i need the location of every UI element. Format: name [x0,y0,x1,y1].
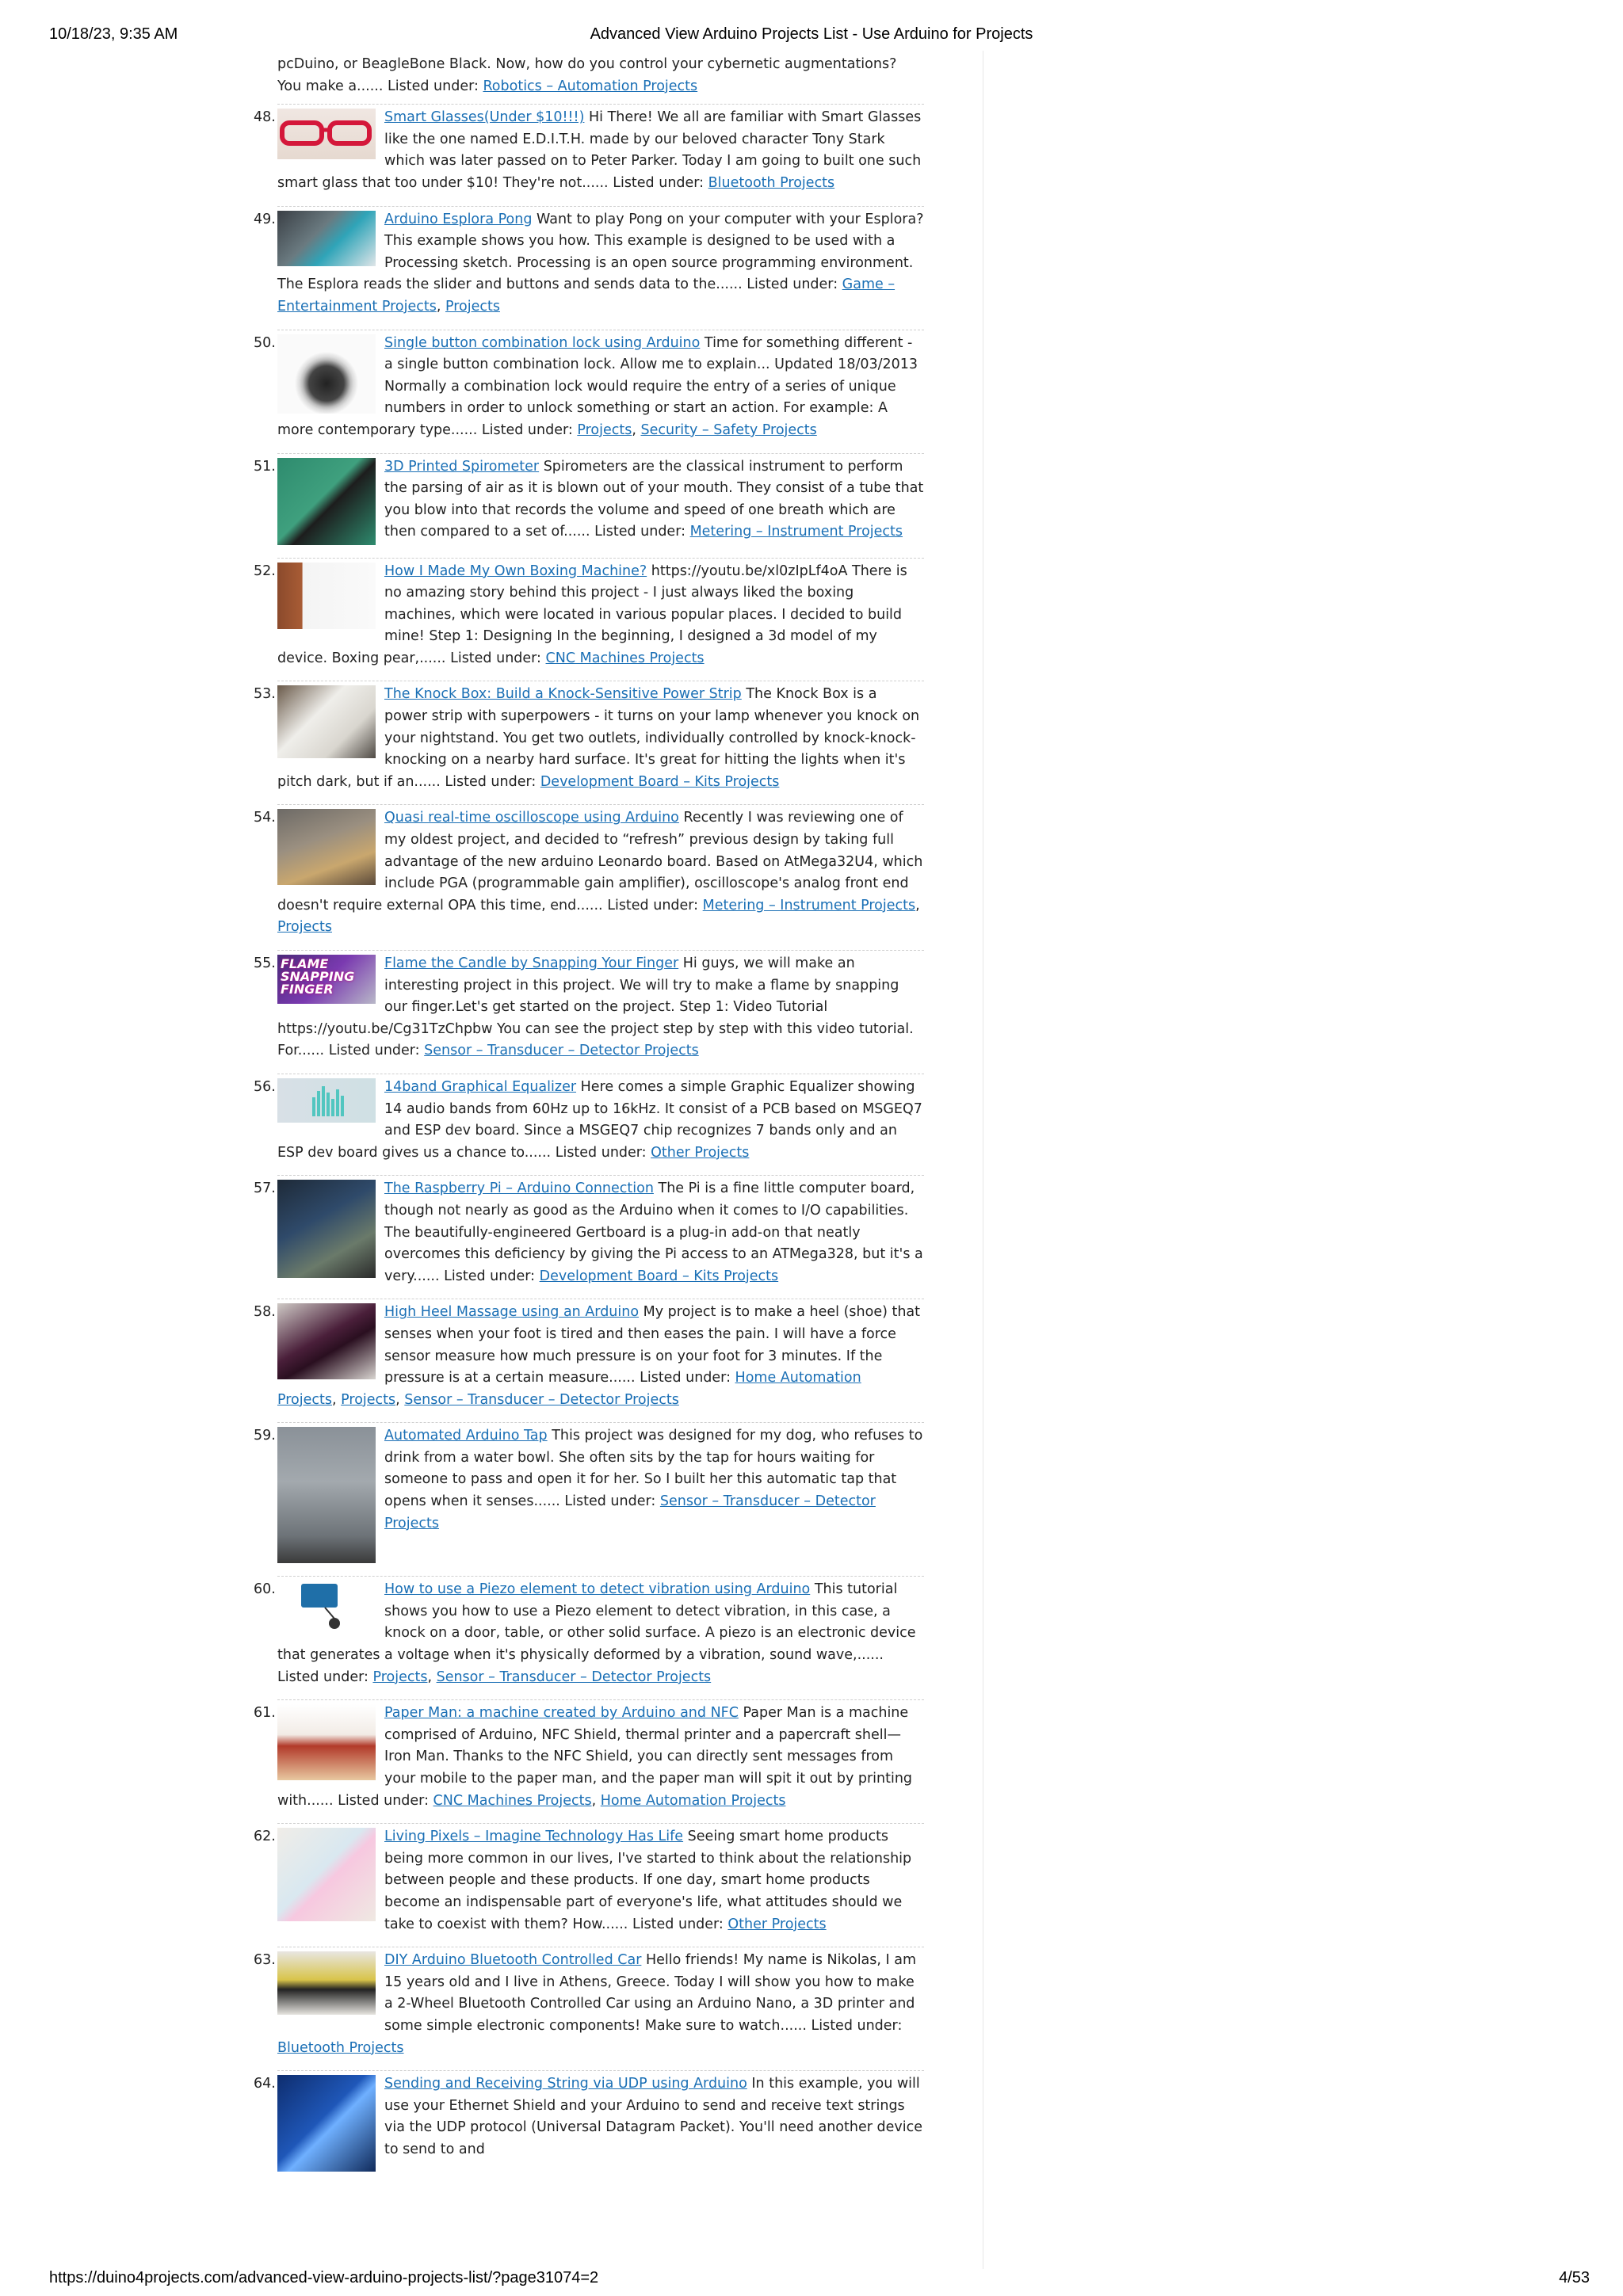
listed-under-label: Listed under: [450,650,541,666]
project-description: Paper Man is a machine comprised of Arduino, NFC Shield, thermal printer and a papercraft shell—Iron Man. Thanks to the NFC Shield, you can directly sent messages from your mobile to the paper man, and the paper man will spit it out by printing with...... [277,1705,913,1809]
list-item [254,104,924,205]
category-link[interactable]: Security – Safety Projects [640,421,817,438]
project-description: This tutorial shows you how to use a Piezo element to detect vibration, in this case, a knock on a door, table, or other solid surface. A piezo is an electronic device that generates a voltage when it's physically deformed by a vibration, sound wave,...... [277,1581,916,1664]
category-link[interactable]: Other Projects [651,1144,750,1161]
category-link[interactable]: Game – Entertainment Projects [277,277,896,315]
project-title-link[interactable]: Arduino Esplora Pong [384,211,533,227]
ethernet-shield-image[interactable] [277,2075,376,2172]
flame-snapping-finger-image[interactable] [277,955,376,1004]
item-number: 54. [254,810,276,826]
project-title-link[interactable]: The Raspberry Pi – Arduino Connection [384,1180,654,1197]
category-link[interactable]: Sensor – Transducer – Detector Projects [404,1391,679,1408]
project-list [254,54,924,2184]
project-description: Hi guys, we will make an interesting project in this project. We will try to make a flame by snapping our finger.Let's get started on the project. Step 1: Video Tutorial https://youtu.be/Cg31TzChpbw You can see the project step by step with this video tutorial. For...... [277,955,914,1059]
item-number: 56. [254,1078,276,1095]
project-description: Time for something different - a single button combination lock. Allow me to explain... Updated 18/03/2013 Normally a combination lock would require the entry of a series of unique numbers in order to unlock something or start an action. For example: A more contemporary type...... [277,334,918,438]
piezo-arduino-image[interactable] [277,1581,376,1633]
high-heel-image[interactable] [277,1303,376,1379]
project-description: The Pi is a fine little computer board, though not nearly as good as the Arduino when it comes to I/O capabilities. The beautifully-engineered Gertboard is a plug-in add-on that neatly overcomes this deficiency by giving the Pi access to an ATMega328, but it's a very...... [384,1180,923,1284]
print-page-title: Advanced View Arduino Projects List - Use Arduino for Projects [590,25,1033,43]
list-item [254,950,924,1074]
item-number: 60. [254,1581,276,1598]
listed-under-label: Listed under: [444,1268,536,1284]
project-description: https://youtu.be/xl0zIpLf4oA There is no amazing story behind this project - I just always liked the boxing machines, which were located in various popular places. I decided to build mine! Step 1: Designing In the beginning, I designed a 3d model of my device. Boxing pear,...... [277,563,907,666]
list-item: 60. How to use a Piezo element to detect vibration using Arduino This tutorial shows you how to use a Piezo element to detect vibration, in this case, a knock on a door, table, or other solid surface. A piezo is an electronic device that generates a voltage when it's physically deformed by a vibration, sound wave,...... Listed under: Projects, Sensor – Transducer – Detector Projects [277,1576,924,1699]
project-title-link[interactable]: High Heel Massage using an Arduino [384,1304,640,1321]
paper-man-image[interactable] [277,1704,376,1780]
project-description: Recently I was reviewing one of my oldest project, and decided to “refresh” previous design by taking full advantage of the new arduino Leonardo board. Based on AtMega32U4, which include PGA (programmable gain amplifier), oscilloscope's analog front end doesn't require external OPA this time, end...... [277,810,923,913]
category-link[interactable]: CNC Machines Projects [433,1792,592,1809]
listed-under-label: Listed under: [594,524,685,540]
item-number: 50. [254,334,276,351]
category-link[interactable]: Projects [577,421,632,438]
knock-box-image[interactable] [277,685,376,758]
project-title-link[interactable]: How I Made My Own Boxing Machine? [384,563,647,579]
project-title-link[interactable]: Quasi real-time oscilloscope using Arduino [384,810,679,826]
item-number: 58. [254,1304,276,1321]
raspberry-pi-image[interactable] [277,1180,376,1278]
list-item [254,1947,924,2070]
category-link[interactable]: Home Automation Projects [600,1792,786,1809]
category-link[interactable]: Projects [277,919,332,936]
project-title-link[interactable]: How to use a Piezo element to detect vibration using Arduino [384,1581,811,1598]
item-number: 63. [254,1952,276,1969]
intro-text: pcDuino, or BeagleBone Black. Now, how do you control your cybernetic augmentations? You make a...... Listed under: [277,56,897,94]
listed-under-label: Listed under: [481,421,573,438]
item-number: 62. [254,1829,276,1845]
category-link[interactable]: Projects [372,1669,428,1685]
project-title-link[interactable]: 14band Graphical Equalizer [384,1078,577,1095]
category-link[interactable]: Development Board – Kits Projects [540,773,780,790]
project-description: This project was designed for my dog, who refuses to drink from a water bowl. She often sits by the tap for hours waiting for someone to pass and open it for her. So I built her this automatic tap that opens when it senses...... [384,1428,923,1510]
category-link[interactable]: Robotics – Automation Projects [483,78,698,94]
category-link[interactable]: Other Projects [727,1916,827,1932]
list-item [254,2070,924,2184]
intro-paragraph [277,54,924,97]
list-item [254,558,924,681]
item-number: 51. [254,458,276,475]
category-link[interactable]: CNC Machines Projects [545,650,705,666]
boxing-machine-image[interactable] [277,563,376,629]
water-tap-image[interactable] [277,1427,376,1563]
spirometer-image[interactable] [277,458,376,545]
listed-under-label: Listed under: [328,1043,420,1059]
listed-under-label: Listed under: [564,1493,656,1510]
project-title-link[interactable]: The Knock Box: Build a Knock-Sensitive Power Strip [384,686,742,703]
listed-under-label: Listed under: [811,2017,903,2034]
oscilloscope-image[interactable] [277,809,376,885]
living-pixels-image[interactable] [277,1828,376,1921]
project-description: In this example, you will use your Ethernet Shield and your Arduino to send and receive text strings via the UDP protocol (Universal Datagram Packet). You'll need another device to send to and [384,2076,922,2157]
item-number: 55. [254,955,276,971]
category-link[interactable]: Projects [445,298,500,315]
project-title-link[interactable]: Automated Arduino Tap [384,1428,548,1444]
list-item [254,1074,924,1175]
print-footer [0,2269,1623,2293]
category-link[interactable]: Sensor – Transducer – Detector Projects [436,1669,712,1685]
category-link[interactable]: Home Automation Projects [277,1370,861,1408]
project-title-link[interactable]: Flame the Candle by Snapping Your Finger [384,955,679,971]
project-title-link[interactable]: Sending and Receiving String via UDP using Arduino [384,2076,747,2092]
listed-under-label: Listed under: [613,174,705,191]
list-item [254,1422,924,1576]
thumbnail-caption: FLAME SNAPPING FINGER [281,956,355,997]
list-item: 54. Quasi real-time oscilloscope using Arduino Recently I was reviewing one of my oldest project, and decided to “refresh” previous design by taking full advantage of the new arduino Leonardo board. Based on AtMega32U4, which include PGA (programmable gain amplifier), oscilloscope's analog front end doesn't require external OPA this time, end...... Listed under: Metering – Instrument Projects, Projects [277,804,924,950]
item-number: 57. [254,1180,276,1197]
listed-under-label: Listed under: [445,773,537,790]
combination-lock-image[interactable] [277,334,376,414]
list-item: 49. Arduino Esplora Pong Want to play Pong on your computer with your Esplora? This example shows you how. This example is designed to be used with a Processing sketch. Processing is an open source programming environment. The Esplora reads the slider and buttons and sends data to the...... Listed under: Game – Entertainment Projects, Projects [277,206,924,330]
category-link[interactable]: Projects [341,1391,396,1408]
list-item [254,1175,924,1299]
listed-under-label: Listed under: [607,897,699,913]
item-number: 61. [254,1705,276,1722]
print-page-number: 4/53 [1559,2269,1590,2286]
equalizer-image[interactable] [277,1078,376,1123]
project-title-link[interactable]: Single button combination lock using Arduino [384,334,701,351]
list-item: 61. Paper Man: a machine created by Arduino and NFC Paper Man is a machine comprised of Arduino, NFC Shield, thermal printer and a papercraft shell—Iron Man. Thanks to the NFC Shield, you can directly sent messages from your mobile to the paper man, and the paper man will spit it out by printing with...... Listed under: CNC Machines Projects, Home Automation Projects [277,1699,924,1823]
print-datetime: 10/18/23, 9:35 AM [49,25,178,43]
category-link[interactable]: Sensor – Transducer – Detector Projects [424,1043,699,1059]
project-title-link[interactable]: Smart Glasses(Under $10!!!) [384,109,585,126]
listed-under-label: Listed under: [632,1916,724,1932]
project-title-link[interactable]: Paper Man: a machine created by Arduino and NFC [384,1705,739,1722]
project-title-link[interactable]: 3D Printed Spirometer [384,458,540,475]
esplora-board-image[interactable] [277,211,376,266]
print-url: https://duino4projects.com/advanced-view-arduino-projects-list/?page31074=2 [49,2269,599,2286]
item-number: 48. [254,109,276,126]
project-description: Seeing smart home products being more common in our lives, I've started to think about the relationship between people and these products. If one day, smart home products become an indispensable part of everyone's life, what attitudes should we take to coexist with them? How...... [384,1829,912,1932]
category-link[interactable]: Bluetooth Projects [277,2039,404,2056]
category-link[interactable]: Metering – Instrument Projects [702,897,916,913]
item-number: 64. [254,2076,276,2092]
project-description: The Knock Box is a power strip with superpowers - it turns on your lamp whenever you knock on your nightstand. You get two outlets, individually controlled by knock-knock-knocking on a nearby hard surface. It's great for hitting the lights when it's pitch dark, but if an...... [277,686,920,790]
list-item [254,1823,924,1947]
item-number: 52. [254,563,276,579]
red-glasses-image[interactable] [277,109,376,159]
item-number: 53. [254,686,276,703]
category-link[interactable]: Sensor – Transducer – Detector Projects [384,1493,876,1531]
category-link[interactable]: Development Board – Kits Projects [539,1268,779,1284]
project-description: Hi There! We all are familiar with Smart Glasses like the one named E.D.I.T.H. made by our beloved character Tony Stark which was later passed on to Peter Parker. Today I am going to built one such smart glass that too under $10! They're not...... [277,109,922,191]
bluetooth-car-image[interactable] [277,1951,376,2015]
list-item [254,453,924,558]
item-number: 59. [254,1428,276,1444]
project-description: Hello friends! My name is Nikolas, I am 15 years old and I live in Athens, Greece. Today I will show you how to make a 2-Wheel Bluetooth Controlled Car using an Arduino Nano, a 3D printer and some simple electronic components! Make sure to watch...... [384,1952,917,2034]
item-number: 49. [254,211,276,227]
list-item: 50. Single button combination lock using Arduino Time for something different - a single button combination lock. Allow me to explain... Updated 18/03/2013 Normally a combination lock would require the entry of a series of unique numbers in order to unlock something or start an action. For example: A more contemporary type...... Listed under: Projects, Security – Safety Projects [277,330,924,453]
project-description: Want to play Pong on your computer with your Esplora? This example shows you how. This example is designed to be used with a Processing sketch. Processing is an open source programming environment. The Esplora reads the slider and buttons and sends data to the...... [277,211,924,293]
project-title-link[interactable]: DIY Arduino Bluetooth Controlled Car [384,1952,642,1969]
category-link[interactable]: Bluetooth Projects [708,174,835,191]
listed-under-label: Listed under: [277,1669,369,1685]
project-title-link[interactable]: Living Pixels – Imagine Technology Has Life [384,1829,684,1845]
project-description: Here comes a simple Graphic Equalizer showing 14 audio bands from 60Hz up to 16kHz. It consist of a PCB based on MSGEQ7 and ESP dev board. Since a MSGEQ7 chip recognizes 7 bands only and an ESP dev board gives us a chance to...... [277,1078,922,1161]
list-item [254,681,924,804]
listed-under-label: Listed under: [640,1370,731,1386]
listed-under-label: Listed under: [747,277,838,293]
project-description: My project is to make a heel (shoe) that senses when your foot is tired and then eases the pain. I will have a force sensor measure how much pressure is on your foot for 3 minutes. If the pressure is at a certain measure...... [384,1304,921,1386]
listed-under-label: Listed under: [338,1792,429,1809]
category-link[interactable]: Metering – Instrument Projects [689,524,903,540]
project-description: Spirometers are the classical instrument to perform the parsing of air as it is blown out of your mouth. They consist of a tube that you blow into that records the volume and speed of one breath which are then compared to a set of...... [384,458,924,540]
listed-under-label: Listed under: [555,1144,647,1161]
list-item: 58. High Heel Massage using an Arduino My project is to make a heel (shoe) that senses when your foot is tired and then eases the pain. I will have a force sensor measure how much pressure is on your foot for 3 minutes. If the pressure is at a certain measure...... Listed under: Home Automation Projects, Projects, Sensor – Transducer – Detector Projects [277,1299,924,1422]
print-header [0,25,1623,49]
